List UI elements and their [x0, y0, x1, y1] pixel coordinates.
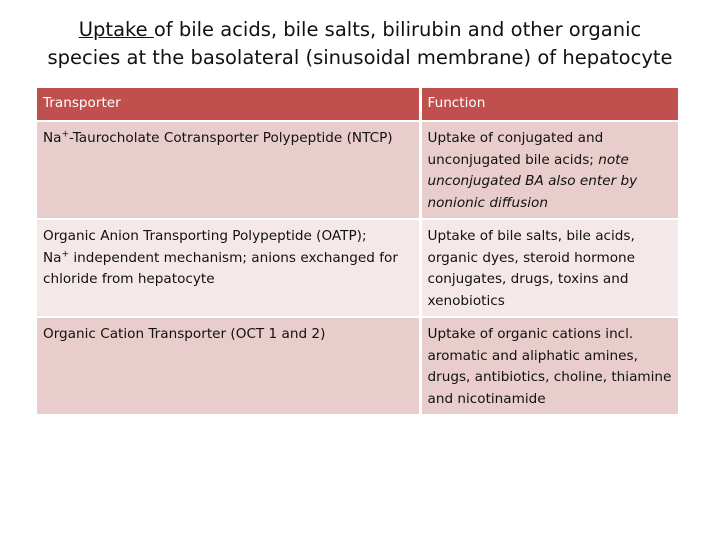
title-line2: species at the basolateral (sinusoidal membrane) of hepatocyte: [47, 46, 673, 69]
function-text: Uptake of conjugated and unconjugated bile acids;: [427, 130, 604, 168]
table-row: [37, 121, 678, 219]
cell-function-oatp: Uptake of bile salts, bile acids, organic dyes, steroid hormone conjugates, drugs, toxins and xenobiotics: [420, 219, 678, 317]
plus-superscript: +: [61, 129, 70, 140]
plus-superscript: +: [61, 248, 70, 259]
table-row: [37, 317, 678, 415]
transporter-text: -Taurocholate Cotransporter Polypeptide (NTCP): [69, 130, 393, 146]
header-function: Function: [420, 88, 678, 121]
transporter-table: [37, 88, 678, 416]
cell-function-oct: Uptake of organic cations incl. aromatic and aliphatic amines, drugs, antibiotics, choline, thiamine and nicotinamide: [420, 317, 678, 415]
transporter-text-rest: independent mechanism; anions exchanged for chloride from hepatocyte: [43, 249, 398, 287]
header-transporter: Transporter: [37, 88, 420, 121]
table-row: [37, 219, 678, 317]
table-header-row: [37, 88, 678, 121]
title-line1-rest: of bile acids, bile salts, bilirubin and other organic: [153, 18, 642, 41]
cell-transporter-oatp: [37, 219, 420, 317]
cell-function-ntcp: [420, 121, 678, 219]
function-note: note unconjugated BA also enter by nonionic diffusion: [427, 151, 638, 211]
sodium-symbol: Na: [43, 130, 62, 146]
slide-title: [0, 16, 720, 72]
sodium-symbol: Na: [43, 249, 62, 266]
transporter-text-line1: Organic Anion Transporting Polypeptide (OATP);: [43, 228, 367, 244]
cell-transporter-ntcp: [37, 121, 420, 219]
cell-transporter-oct: Organic Cation Transporter (OCT 1 and 2): [37, 317, 420, 415]
title-underlined-word: Uptake: [78, 18, 154, 41]
